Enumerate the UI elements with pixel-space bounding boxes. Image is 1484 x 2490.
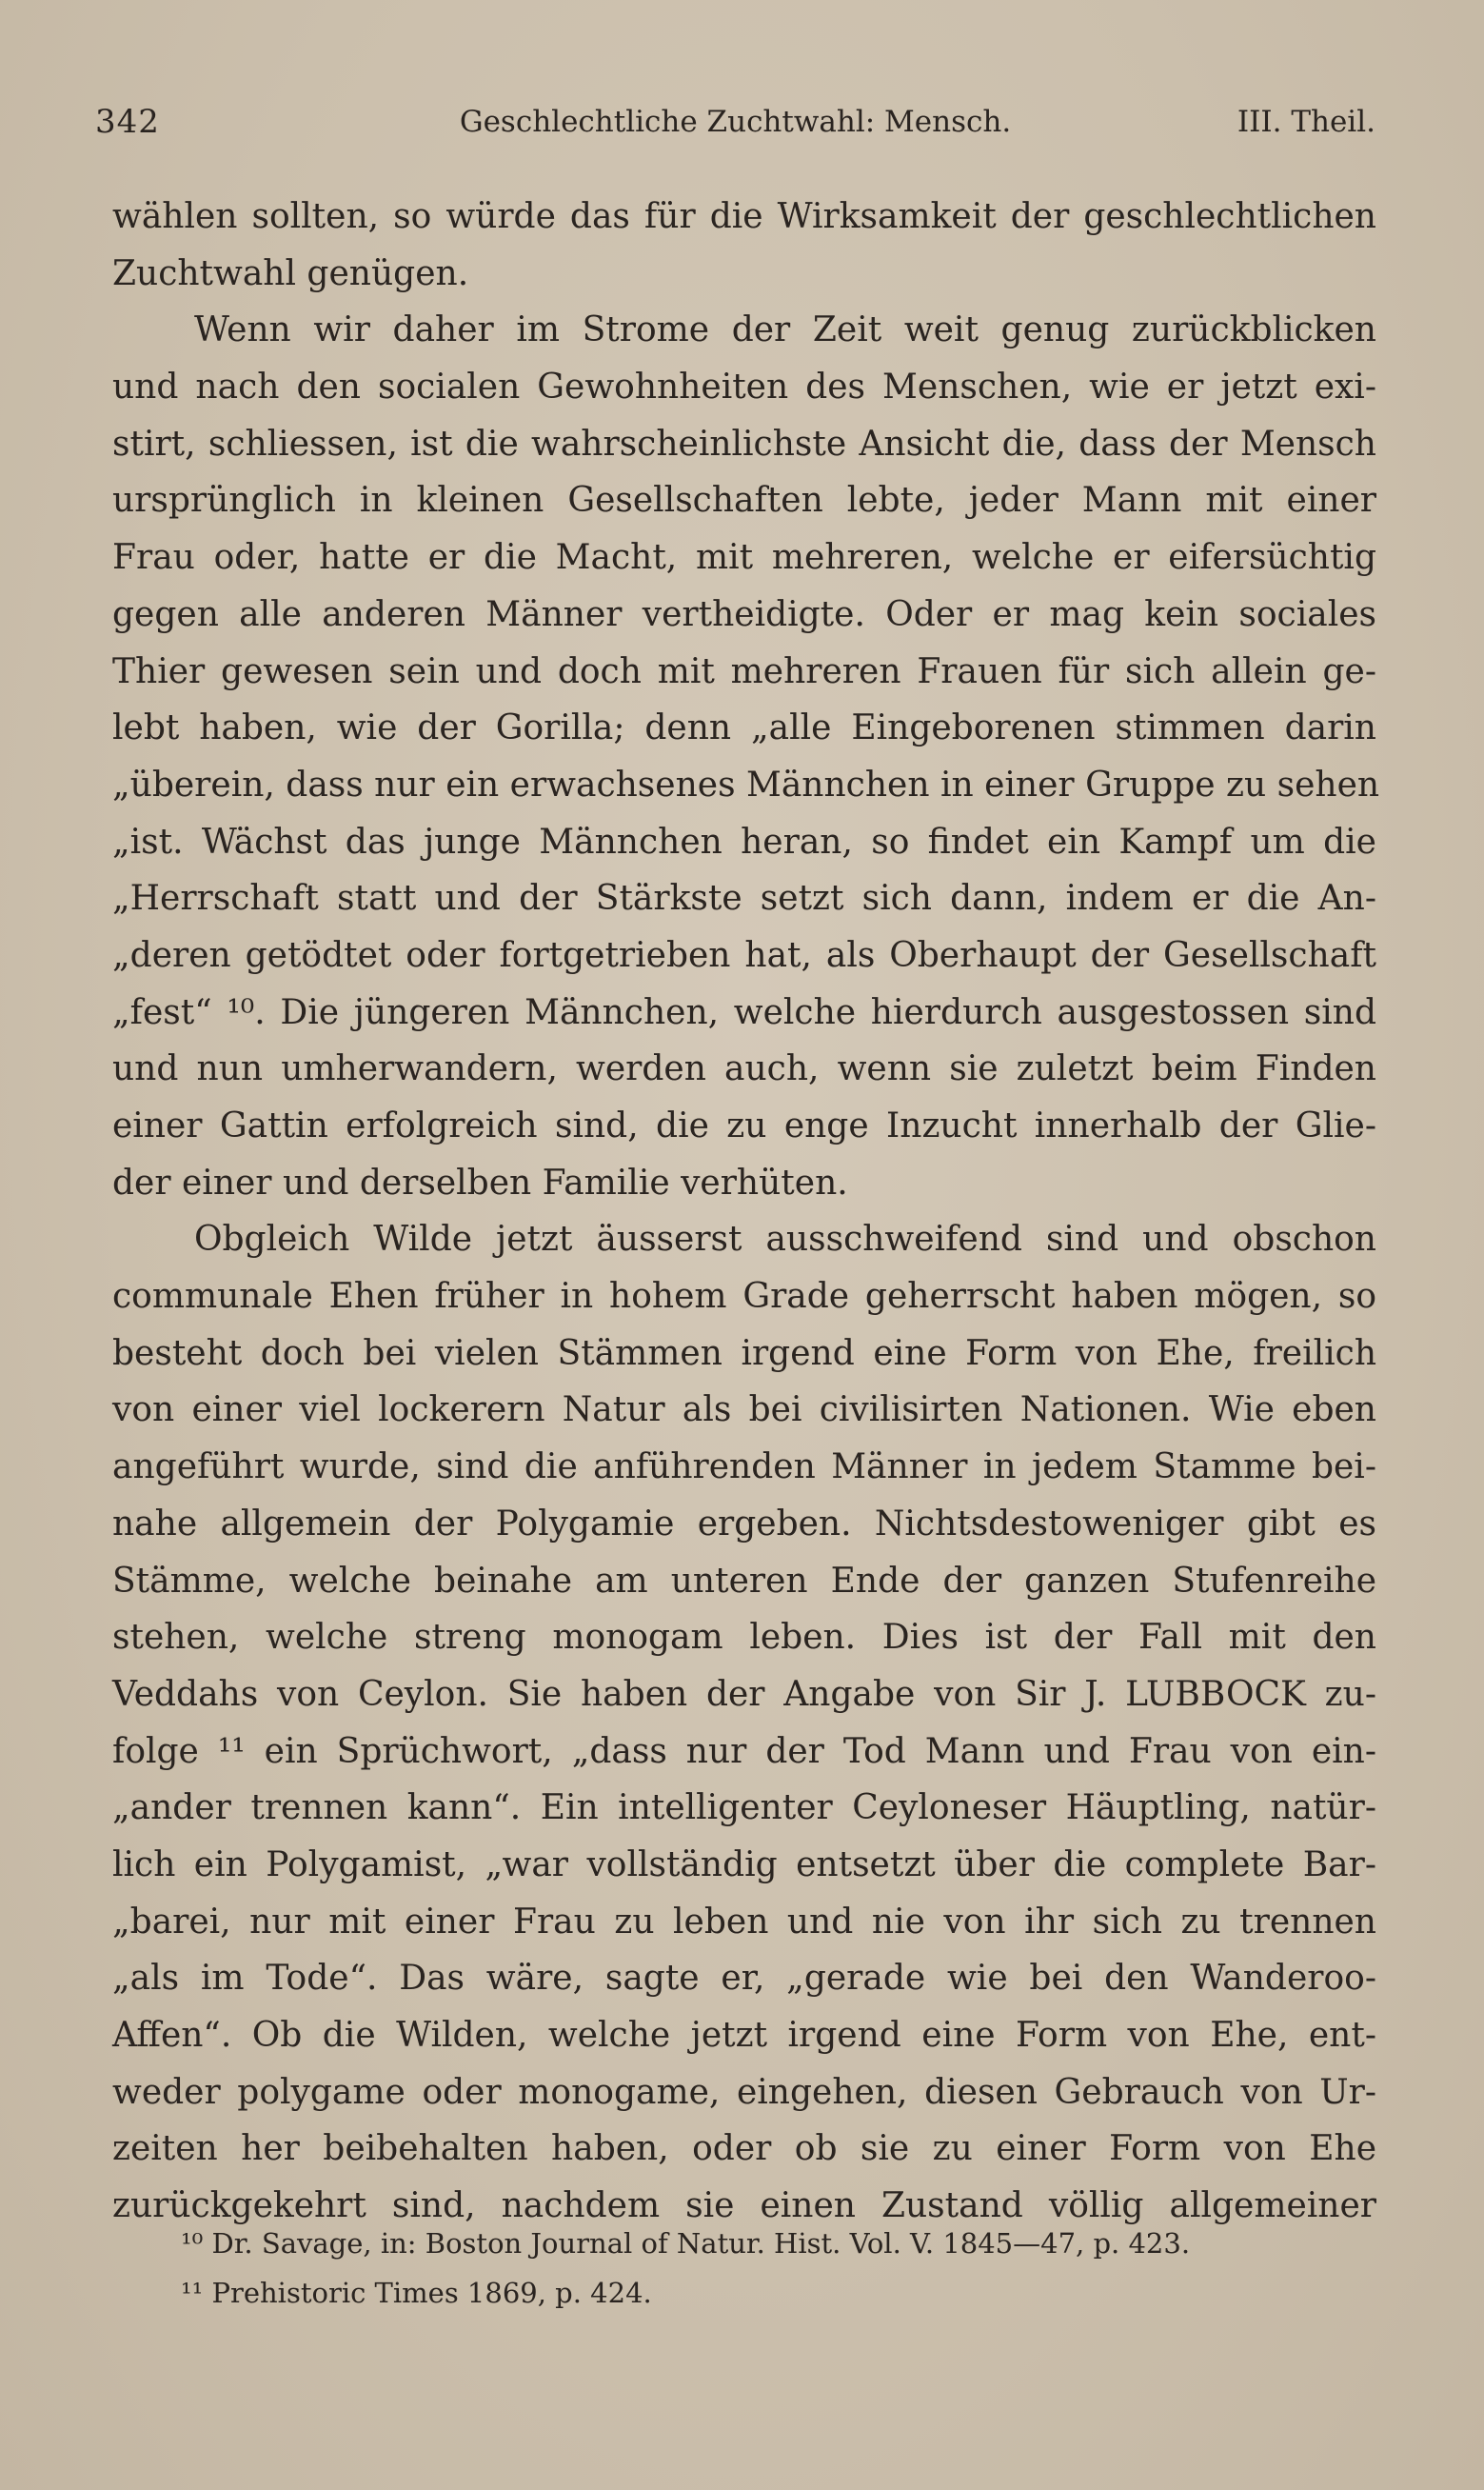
text-line: Veddahs von Ceylon. Sie haben der Angabe von Sir J. LUBBOCK zu- (112, 1674, 1376, 1714)
text-line: der einer und derselben Familie verhüten. (112, 1163, 848, 1203)
text-line: und nun umherwandern, werden auch, wenn sie zuletzt beim Finden (112, 1049, 1376, 1089)
text-line: „überein, dass nur ein erwachsenes Männchen in einer Gruppe zu sehen (112, 765, 1380, 805)
text-line: lich ein Polygamist, „war vollständig entsetzt über die complete Bar- (112, 1844, 1376, 1884)
text-line: stirt, schliessen, ist die wahrscheinlichste Ansicht die, dass der Mensch (112, 424, 1376, 464)
text-line: folge ¹¹ ein Sprüchwort, „dass nur der Tod Mann und Frau von ein- (112, 1731, 1376, 1771)
text-line: „barei, nur mit einer Frau zu leben und nie von ihr sich zu trennen (112, 1902, 1376, 1942)
footnote: ¹⁰ Dr. Savage, in: Boston Journal of Natur. Hist. Vol. V. 1845—47, p. 423. (181, 2227, 1191, 2260)
text-line: communale Ehen früher in hohem Grade geherrscht haben mögen, so (112, 1277, 1376, 1317)
main-text (112, 189, 1380, 2235)
text-line: Affen“. Ob die Wilden, welche jetzt irgend eine Form von Ehe, ent- (112, 2016, 1376, 2055)
text-line: „Herrschaft statt und der Stärkste setzt sich dann, indem er die An- (112, 879, 1376, 919)
text-line: nahe allgemein der Polygamie ergeben. Nichtsdestoweniger gibt es (112, 1504, 1376, 1544)
text-line: Frau oder, hatte er die Macht, mit mehreren, welche er eifersüchtig (112, 538, 1376, 578)
text-line: stehen, welche streng monogam leben. Dies ist der Fall mit den (112, 1618, 1376, 1658)
text-line: zurückgekehrt sind, nachdem sie einen Zustand völlig allgemeiner (112, 2186, 1376, 2226)
text-line: ursprünglich in kleinen Gesellschaften lebte, jeder Mann mit einer (112, 481, 1376, 521)
text-line: einer Gattin erfolgreich sind, die zu enge Inzucht innerhalb der Glie- (112, 1106, 1376, 1145)
text-line: besteht doch bei vielen Stämmen irgend eine Form von Ehe, freilich (112, 1333, 1376, 1373)
text-line: Obgleich Wilde jetzt äusserst ausschweifend sind und obschon (194, 1220, 1376, 1260)
page-number: 342 (95, 103, 160, 141)
text-line: Thier gewesen sein und doch mit mehreren Frauen für sich allein ge- (112, 651, 1376, 691)
footnote: ¹¹ Prehistoric Times 1869, p. 424. (181, 2277, 652, 2309)
part-label: III. Theil. (1237, 105, 1375, 139)
text-line: gegen alle anderen Männer vertheidigte. Oder er mag kein sociales (112, 594, 1376, 634)
text-line: zeiten her beibehalten haben, oder ob sie zu einer Form von Ehe (112, 2129, 1376, 2169)
page-header (95, 103, 1375, 150)
text-line: „deren getödtet oder fortgetrieben hat, als Oberhaupt der Gesellschaft (112, 935, 1376, 975)
text-line: Zuchtwahl genügen. (112, 253, 469, 293)
text-line: und nach den socialen Gewohnheiten des Menschen, wie er jetzt exi- (112, 368, 1376, 408)
text-line: weder polygame oder monogame, eingehen, diesen Gebrauch von Ur- (112, 2072, 1376, 2112)
footnotes (181, 2219, 1409, 2318)
text-line: „ander trennen kann“. Ein intelligenter Ceyloneser Häuptling, natür- (112, 1788, 1376, 1828)
running-title: Geschlechtliche Zuchtwahl: Mensch. (459, 105, 1012, 139)
text-line: „als im Tode“. Das wäre, sagte er, „gerade wie bei den Wanderoo- (112, 1959, 1376, 1999)
text-line: wählen sollten, so würde das für die Wirksamkeit der geschlechtlichen (112, 197, 1376, 236)
text-line: angeführt wurde, sind die anführenden Männer in jedem Stamme bei- (112, 1447, 1376, 1487)
text-line: Stämme, welche beinahe am unteren Ende der ganzen Stufenreihe (112, 1561, 1376, 1601)
text-line: „ist. Wächst das junge Männchen heran, so findet ein Kampf um die (112, 822, 1376, 862)
text-line: Wenn wir daher im Strome der Zeit weit genug zurückblicken (194, 310, 1376, 350)
text-line: lebt haben, wie der Gorilla; denn „alle Eingeborenen stimmen darin (112, 708, 1376, 748)
text-line: „fest“ ¹⁰. Die jüngeren Männchen, welche hierdurch ausgestossen sind (112, 992, 1376, 1032)
text-line: von einer viel lockerern Natur als bei civilisirten Nationen. Wie eben (112, 1390, 1376, 1430)
